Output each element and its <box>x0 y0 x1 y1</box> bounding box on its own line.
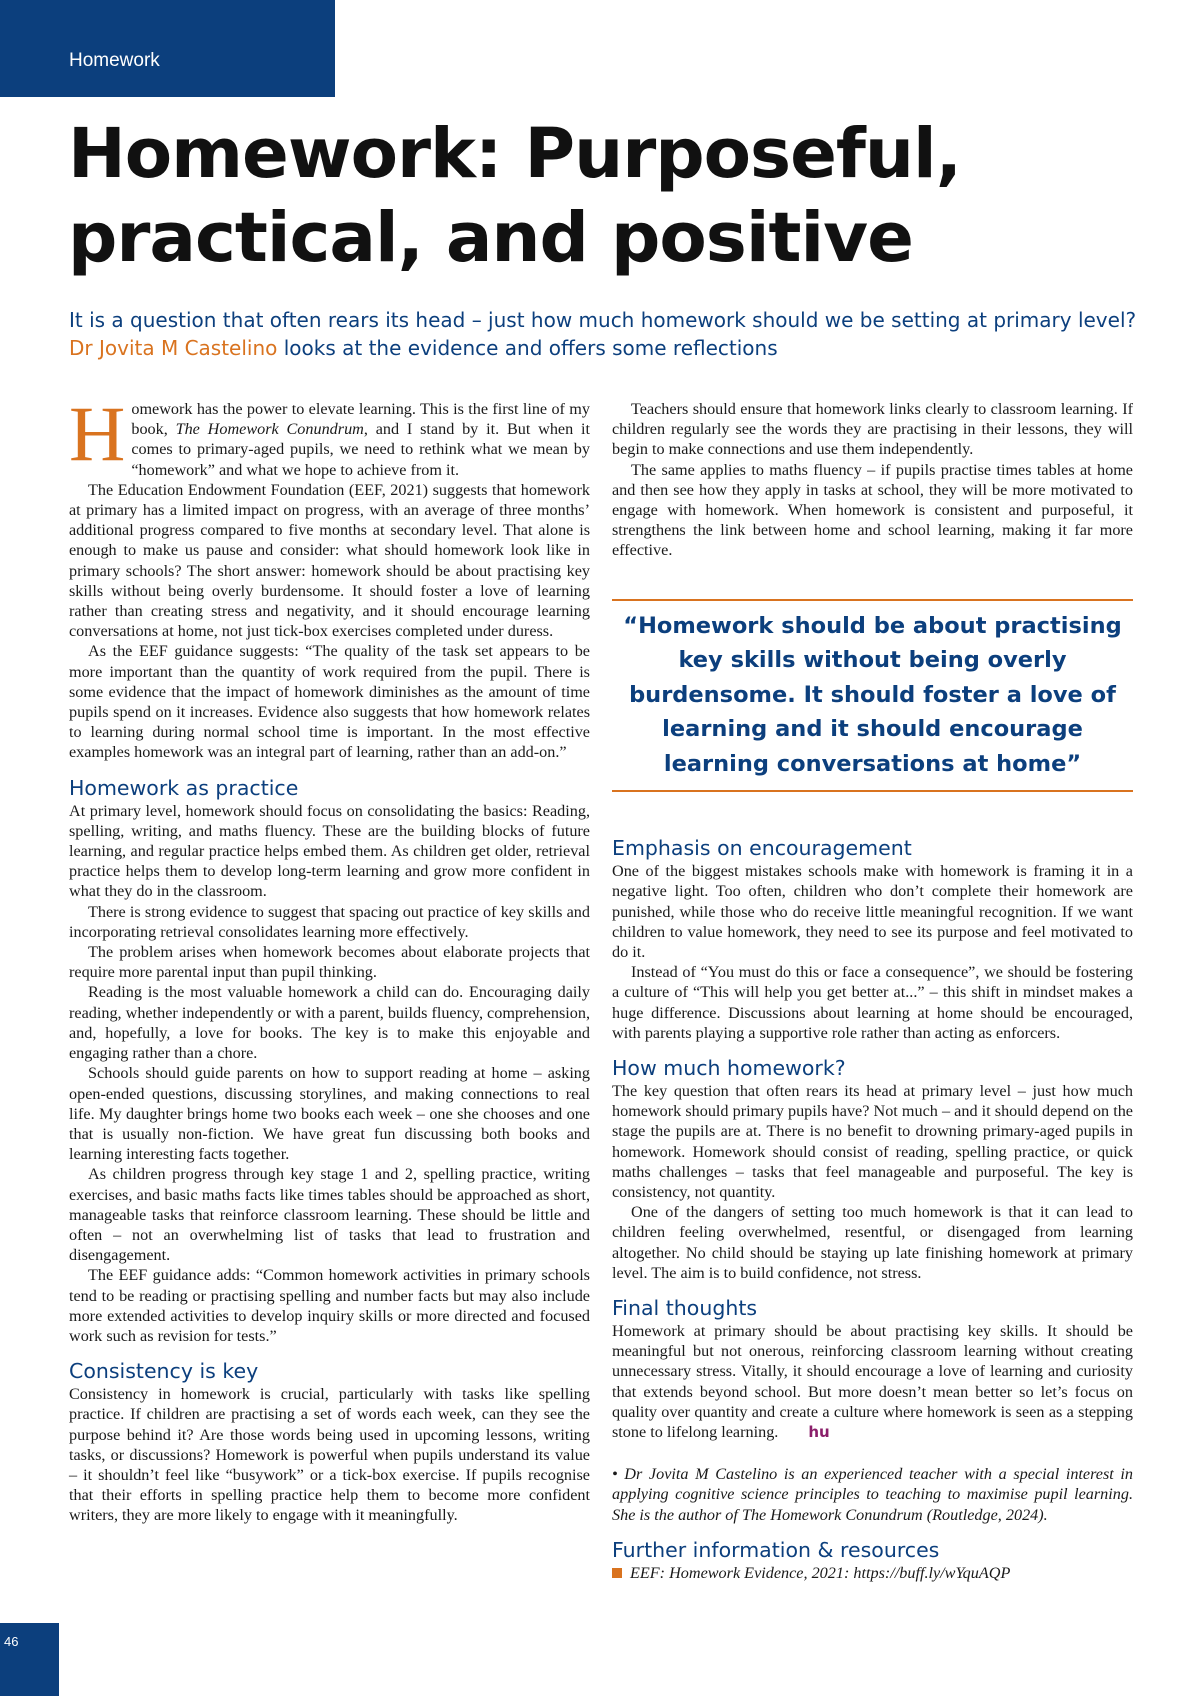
author-bio <box>612 1464 1133 1525</box>
paragraph-final-1 <box>612 1321 1133 1442</box>
paragraph-guidance: As the EEF guidance suggests: “The quality of the task set appears to be more important than the quantity of work required from the pupil. There is some evidence that the impact of homework diminishes as the amount of time pupils spend on it increases. Evidence also suggests that how homework relates to learning during normal school time is important. In the most effective examples homework was an integral part of learning, rather than an add-on.” <box>69 642 590 762</box>
resource-item <box>612 1563 1133 1583</box>
bio-book-title: The Homework Conundrum <box>741 1505 923 1524</box>
heading-further-information: Further information & resources <box>612 1537 940 1562</box>
final-text: Homework at primary should be about practising key skills. It should be meaningful but not onerous, reinforcing classroom learning without creating unnecessary stress. Vitally, it should encourage a love of learning and curiosity that extends beyond school. But more doesn’t mean better so let’s focus on quality over quantity and create a culture where homework is seen as a stepping stone to lifelong learning. <box>612 1321 1133 1441</box>
paragraph-practice-4: Reading is the most valuable homework a child can do. Encouraging daily reading, whether independently or with a parent, builds fluency, comprehension, and, hopefully, a love for books. The key is to make this enjoyable and engaging rather than a chore. <box>69 983 590 1063</box>
title-line-2: practical, and positive <box>68 198 913 278</box>
paragraph-practice-2: There is strong evidence to suggest that spacing out practice of key skills and incorporating retrieval consolidates learning more effectively. <box>69 902 590 941</box>
square-bullet-icon <box>612 1568 622 1578</box>
paragraph-practice-1: At primary level, homework should focus on consolidating the basics: Reading, spelling, writing, and maths fluency. These are the building blocks of future learning, and regular practice helps embed them. As children get older, retrieval practice helps them to develop long-term learning and grow more confident in what they do in the classroom. <box>69 801 590 901</box>
heading-homework-as-practice: Homework as practice <box>69 775 299 800</box>
paragraph-encouragement-2: Instead of “You must do this or face a consequence”, we should be fostering a culture of “This will help you get better at...” – this shift in mindset makes a huge difference. Discussions about learning at home should be encouraged, with parents playing a supportive role rather than acting as enforcers. <box>612 963 1133 1042</box>
bio-text-b: (Routledge, 2024). <box>926 1505 1048 1524</box>
heading-final-thoughts: Final thoughts <box>612 1295 758 1320</box>
paragraph-eef: The Education Endowment Foundation (EEF, 2021) suggests that homework at primary has a limited impact on progress, with an average of three months’ additional progress compared to five months at secondary level. That alone is enough to make us pause and consider: what should homework look like in primary schools? The short answer: homework should be about practising key skills without being overly burdensome. It should foster a love of learning rather than creating stress and negativity, and it should encourage learning conversations at home, not just tick-box exercises completed under duress. <box>69 480 590 641</box>
standfirst-text-b: looks at the evidence and offers some reflections <box>283 336 778 360</box>
paragraph-practice-5: Schools should guide parents on how to support reading at home – asking open-ended questions, discussing storylines, and making connections to real life. My daughter brings home two books each week – one she chooses and one that is usually non-fiction. We have great fun discussing both books and learning interesting facts together. <box>69 1064 590 1164</box>
section-tag-label: Homework <box>69 50 160 71</box>
paragraph-encouragement-1: One of the biggest mistakes schools make with homework is framing it in a negative light. Too often, children who don’t complete their homework are punished, while those who do receive little meaningful recognition. If we want children to value homework, they need to see its purpose and feel motivated to do it. <box>612 862 1133 961</box>
heading-how-much-homework: How much homework? <box>612 1055 846 1080</box>
end-logo-icon: hu <box>808 1423 830 1441</box>
intro-paragraph <box>69 390 591 480</box>
drop-cap: H <box>69 390 126 477</box>
standfirst-author: Dr Jovita M Castelino <box>69 336 278 360</box>
intro-text-a: omework has the power to elevate learning. This is the first line of my book, <box>131 400 590 439</box>
heading-emphasis-on-encouragement: Emphasis on encouragement <box>612 836 912 861</box>
paragraph-practice-3: The problem arises when homework becomes about elaborate projects that require more parental input than pupil thinking. <box>69 943 590 982</box>
paragraph-right-1: Teachers should ensure that homework links clearly to classroom learning. If children regularly see the words they are practising in their lessons, they will begin to make connections and use them independently. <box>612 400 1133 459</box>
paragraph-practice-6: As children progress through key stage 1 and 2, spelling practice, writing exercises, and basic maths facts like times tables should be approached as short, manageable tasks that reinforce classroom learning. These should be little and often – not an overwhelming list of tasks that lead to frustration and disengagement. <box>69 1165 590 1265</box>
resource-link[interactable]: EEF: Homework Evidence, 2021: https://buff.ly/wYquAQP <box>630 1563 1011 1582</box>
right-column <box>612 399 1133 1583</box>
standfirst <box>69 306 1149 362</box>
left-column <box>69 390 591 1526</box>
page-number-bar <box>0 1623 59 1696</box>
title-line-1: Homework: Purposeful, <box>68 114 961 194</box>
heading-consistency-is-key: Consistency is key <box>69 1359 259 1384</box>
paragraph-how-much-2: One of the dangers of setting too much homework is that it can lead to children feeling overwhelmed, resentful, or disengaged from learning altogether. No child should be staying up late finishing homework at primary level. The aim is to build confidence, not stress. <box>612 1203 1133 1282</box>
paragraph-consistency-1: Consistency in homework is crucial, particularly with tasks like spelling practice. If children are practising a set of words each week, can they see the purpose behind it? Are those words being used in upcoming lessons, writing tasks, or discussions? Homework is powerful when pupils understand its value – it shouldn’t feel like “busywork” or a tick-box exercise. If pupils recognise that their efforts in spelling practice help them to become more confident writers, they are more likely to engage with it meaningfully. <box>69 1385 590 1525</box>
section-tag <box>0 0 335 97</box>
paragraph-practice-7: The EEF guidance adds: “Common homework activities in primary schools tend to be reading or practising spelling and number facts but may also include more extended activities to develop inquiry skills or more directed and focused work such as revision for tests.” <box>69 1266 590 1345</box>
intro-book-title: The Homework Conundrum <box>175 420 364 439</box>
standfirst-text-a: It is a question that often rears its head – just how much homework should we be setting at primary level? <box>69 308 1137 332</box>
pull-quote: “Homework should be about practising key skills without being overly burdensome. It should foster a love of learning and it should encourage learning conversations at home” <box>612 599 1133 793</box>
bio-text-a: • Dr Jovita M Castelino is an experienced teacher with a special interest in applying cognitive science principles to teaching to maximise pupil learning. She is the author of <box>612 1465 1133 1524</box>
article-title <box>68 112 1148 280</box>
page-number: 46 <box>4 1634 19 1649</box>
intro-text-b: , and I stand by it. But when it comes to primary-aged pupils, we need to rethink what we mean by “homework” and what we hope to achieve from it. <box>131 420 591 479</box>
paragraph-how-much-1: The key question that often rears its head at primary level – just how much homework should primary pupils have? Not much – and it should depend on the stage the pupils are at. There is no benefit to drowning primary-aged pupils in homework. Homework should consist of reading, spelling practice, or quick maths challenges – tasks that feel manageable and purposeful. The key is consistency, not quantity. <box>612 1081 1133 1201</box>
paragraph-right-2: The same applies to maths fluency – if pupils practise times tables at home and then see how they apply in tasks at school, they will be more motivated to engage with homework. When homework is consistent and purposeful, it strengthens the link between home and school learning, making it far more effective. <box>612 460 1133 560</box>
